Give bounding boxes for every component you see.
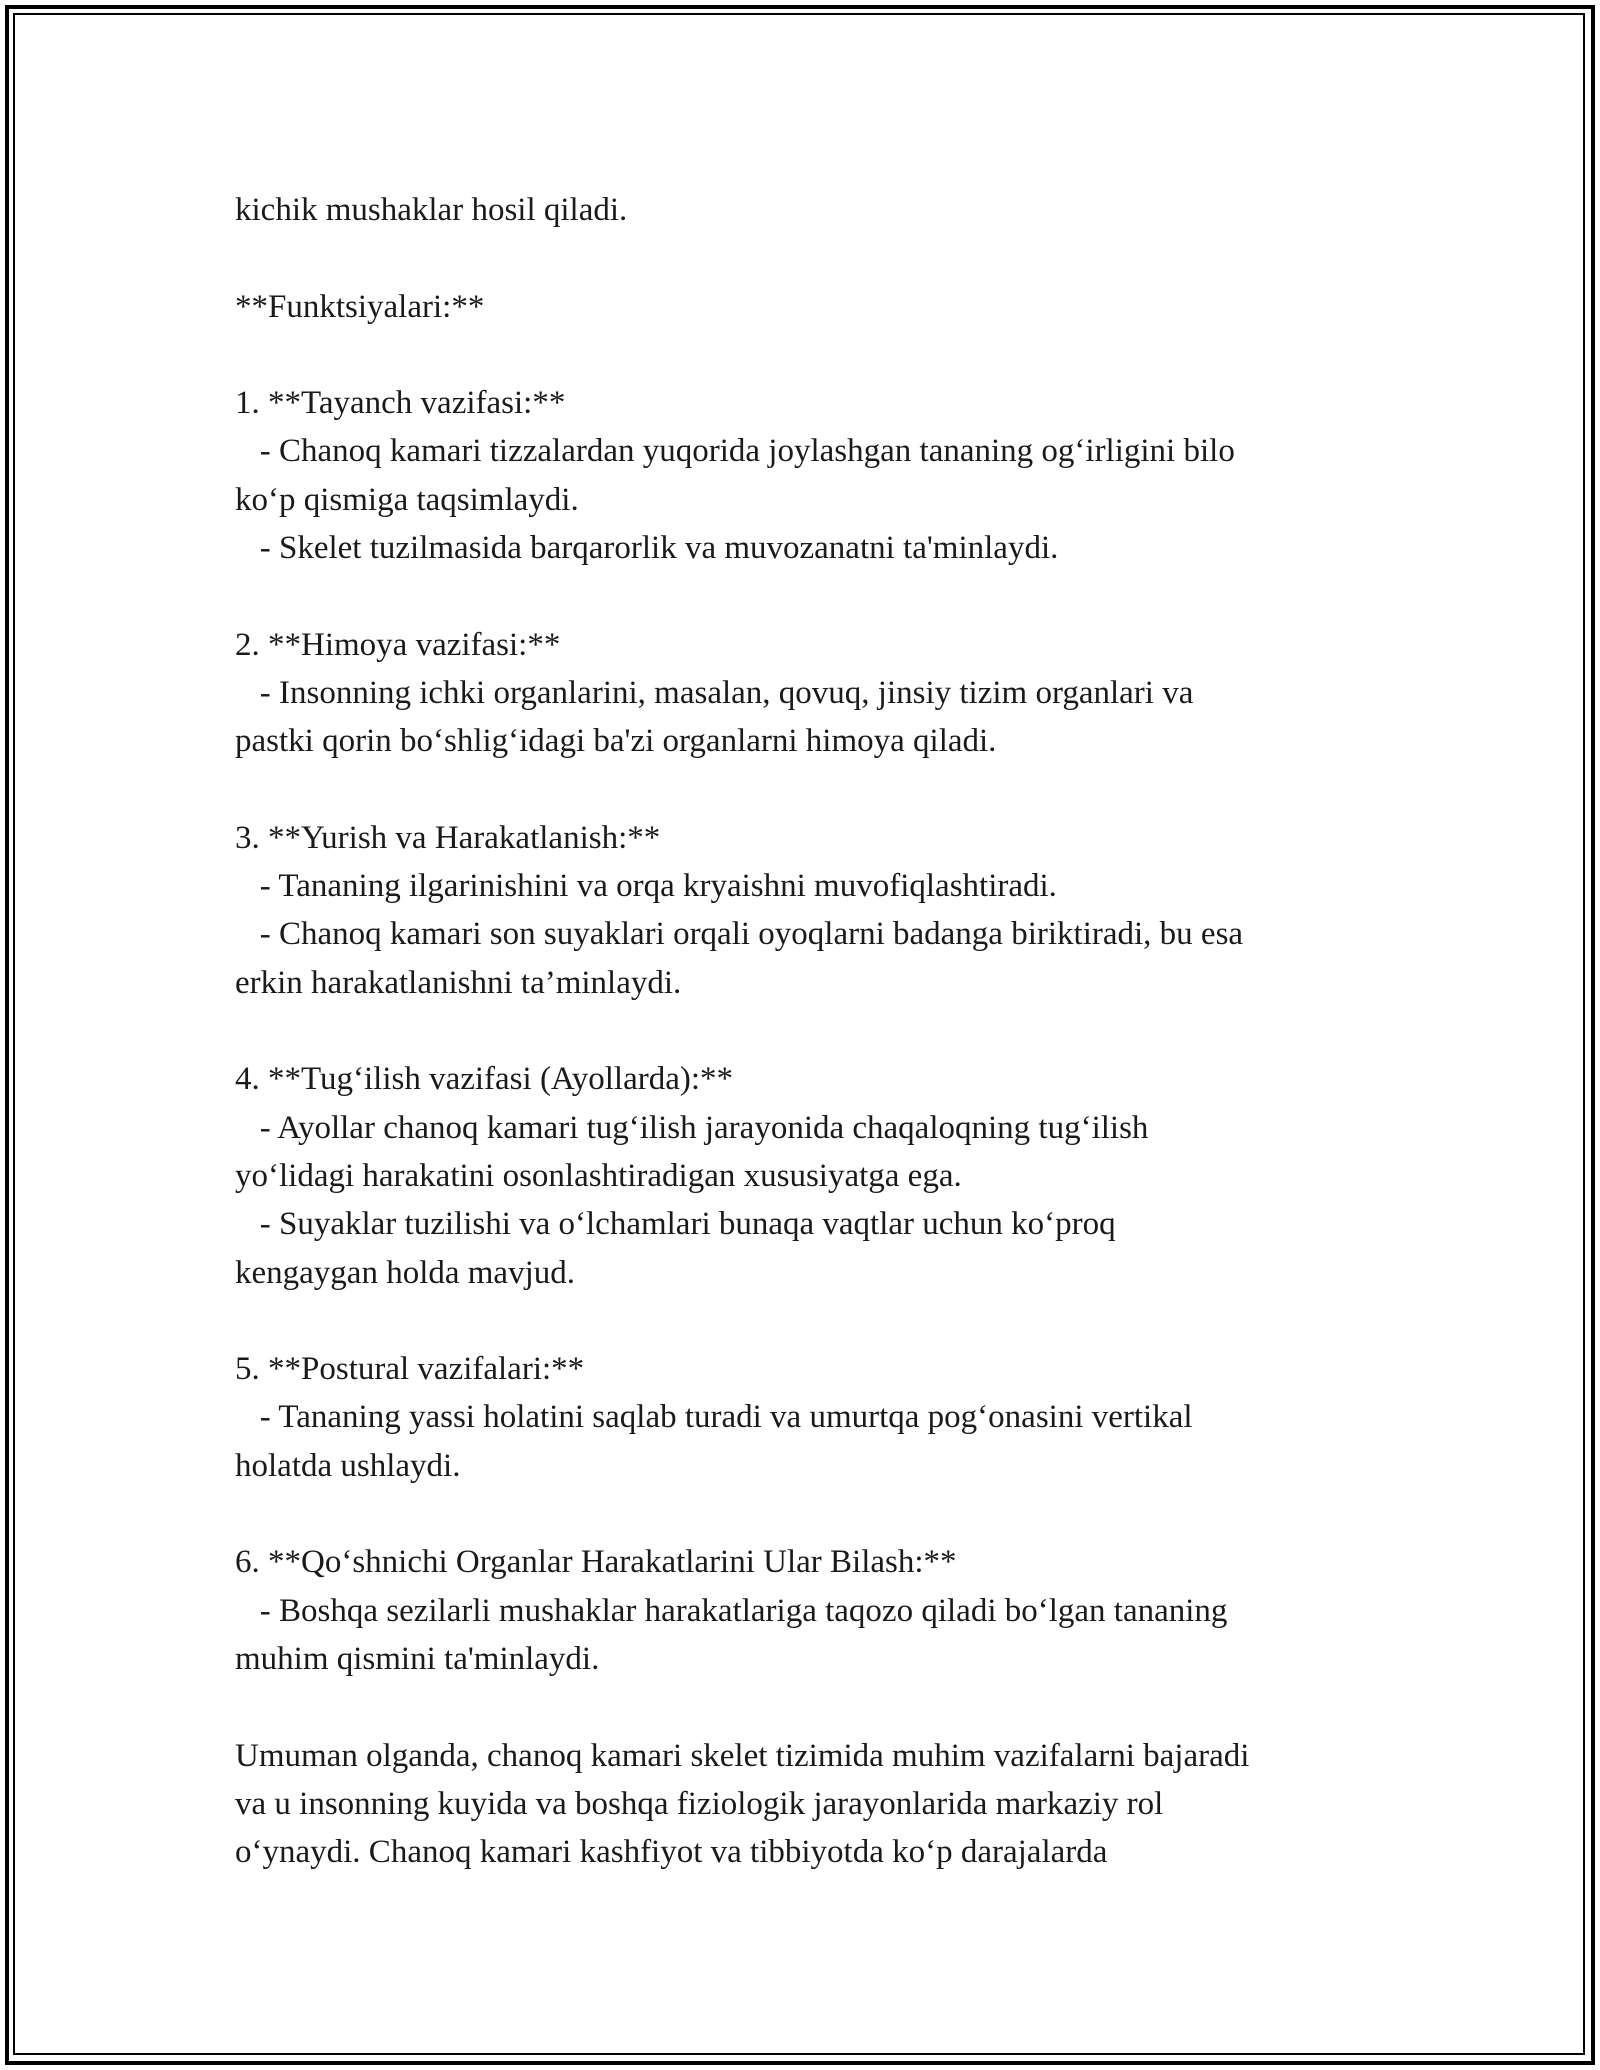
- text-line: muhim qismini ta'minlaydi.: [235, 1640, 600, 1677]
- text-line: - Insonning ichki organlarini, masalan, qovuq, jinsiy tizim organlari va: [235, 674, 1194, 711]
- text-line: Umuman olganda, chanoq kamari skelet tizimida muhim vazifalarni bajaradi: [235, 1737, 1250, 1774]
- text-line: 2. **Himoya vazifasi:**: [235, 626, 561, 663]
- text-line: - Tananing yassi holatini saqlab turadi va umurtqa pog‘onasini vertikal: [235, 1399, 1193, 1436]
- blank-line: [235, 572, 1385, 620]
- blank-line: [235, 1490, 1385, 1538]
- blank-line: [235, 331, 1385, 379]
- text-line: kengaygan holda mavjud.: [235, 1254, 575, 1291]
- text-line: 4. **Tug‘ilish vazifasi (Ayollarda):**: [235, 1061, 734, 1098]
- text-line: erkin harakatlanishni ta’minlaydi.: [235, 964, 682, 1001]
- text-line: 6. **Qo‘shnichi Organlar Harakatlarini Ular Bilash:**: [235, 1544, 957, 1581]
- blank-line: [235, 234, 1385, 282]
- blank-line: [235, 1297, 1385, 1345]
- text-line: - Chanoq kamari son suyaklari orqali oyoqlarni badanga biriktiradi, bu esa: [235, 916, 1244, 953]
- text-line: kichik mushaklar hosil qiladi.: [235, 192, 628, 228]
- text-line: ko‘p qismiga taqsimlaydi.: [235, 481, 579, 518]
- text-line: - Chanoq kamari tizzalardan yuqorida joylashgan tananing og‘irligini bilo: [235, 433, 1235, 470]
- document-body: [235, 186, 1385, 1876]
- text-line: pastki qorin bo‘shlig‘idagi ba'zi organlarni himoya qiladi.: [235, 723, 997, 760]
- blank-line: [235, 1683, 1385, 1731]
- text-line: 5. **Postural vazifalari:**: [235, 1351, 585, 1388]
- blank-line: [235, 1007, 1385, 1055]
- text-line: - Suyaklar tuzilishi va o‘lchamlari bunaqa vaqtlar uchun ko‘proq: [235, 1206, 1116, 1243]
- text-line: o‘ynaydi. Chanoq kamari kashfiyot va tibbiyotda ko‘p darajalarda: [235, 1834, 1108, 1871]
- text-line: - Tananing ilgarinishini va orqa kryaishni muvofiqlashtiradi.: [235, 868, 1057, 905]
- text-line: - Skelet tuzilmasida barqarorlik va muvozanatni ta'minlaydi.: [235, 530, 1059, 567]
- text-line: holatda ushlaydi.: [235, 1447, 461, 1484]
- text-line: yo‘lidagi harakatini osonlashtiradigan xususiyatga ega.: [235, 1157, 962, 1194]
- blank-line: [235, 766, 1385, 814]
- text-line: 3. **Yurish va Harakatlanish:**: [235, 819, 661, 856]
- text-line: - Ayollar chanoq kamari tug‘ilish jarayonida chaqaloqning tug‘ilish: [235, 1109, 1149, 1146]
- text-line: - Boshqa sezilarli mushaklar harakatlariga taqozo qiladi bo‘lgan tananing: [235, 1592, 1228, 1629]
- text-line: **Funktsiyalari:**: [235, 288, 485, 325]
- text-line: va u insonning kuyida va boshqa fiziologik jarayonlarida markaziy rol: [235, 1785, 1164, 1822]
- text-line: 1. **Tayanch vazifasi:**: [235, 385, 566, 422]
